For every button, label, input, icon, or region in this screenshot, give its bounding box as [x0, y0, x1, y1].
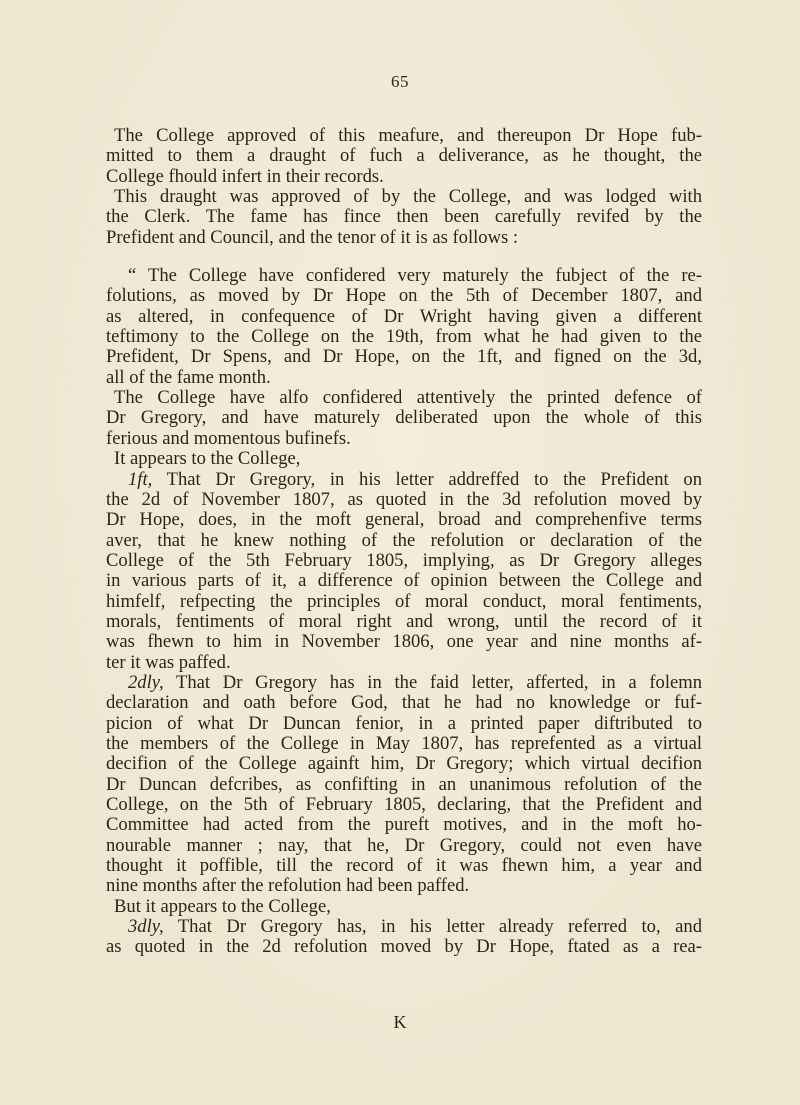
- text-line: aver, that he knew nothing of the refolution or declaration of the: [106, 529, 702, 551]
- text-line: Committee had acted from the pureft motives, and in the moft ho-: [106, 814, 702, 836]
- text-line: morals, fentiments of moral right and wrong, until the record of it: [106, 610, 702, 632]
- text-line: It appears to the College,: [114, 448, 301, 470]
- text-line: folutions, as moved by Dr Hope on the 5th of December 1807, and: [106, 285, 702, 307]
- ordinal-lead: 2dly,: [128, 671, 164, 693]
- text-line: decifion of the College againft him, Dr Gregory; which virtual decifion: [106, 753, 702, 775]
- text-line: teftimony to the College on the 19th, from what he had given to the: [106, 326, 702, 348]
- page-body: [106, 126, 702, 958]
- text-line: The College approved of this meafure, and thereupon Dr Hope fub-: [114, 125, 702, 146]
- text-line: the Clerk. The fame has fince then been carefully revifed by the: [106, 206, 702, 228]
- paragraph: [106, 470, 702, 673]
- page-number: 65: [391, 72, 409, 91]
- paragraph: [106, 673, 702, 897]
- text-line: as altered, in confequence of Dr Wright having given a different: [106, 305, 702, 327]
- text-line: [106, 673, 702, 693]
- text-line: The College have alfo confidered attentively the printed defence of: [114, 387, 702, 409]
- text-line: mitted to them a draught of fuch a deliverance, as he thought, the: [106, 145, 702, 167]
- paragraph: [106, 449, 702, 469]
- text-line: the members of the College in May 1807, has reprefented as a virtual: [106, 732, 702, 754]
- text-line: picion of what Dr Duncan fenior, in a printed paper diftributed to: [106, 712, 702, 734]
- paragraph: [106, 126, 702, 187]
- text-segment: That Dr Gregory has, in his letter already referred to, and: [163, 916, 702, 938]
- text-line: Prefident, Dr Spens, and Dr Hope, on the 1ft, and figned on the 3d,: [106, 346, 702, 368]
- ordinal-lead: 1ft,: [128, 468, 153, 490]
- text-line: College fhould infert in their records.: [106, 165, 384, 187]
- text-line: Prefident and Council, and the tenor of it is as follows :: [106, 226, 519, 248]
- text-line: ferious and momentous bufinefs.: [106, 427, 351, 449]
- text-segment: That Dr Gregory, in his letter addreffed to the Prefident on: [152, 468, 702, 490]
- text-line: was fhewn to him in November 1806, one year and nine months af-: [106, 631, 702, 653]
- text-line: nine months after the refolution had been paffed.: [106, 875, 470, 897]
- text-line: declaration and oath before God, that he had no knowledge or fuf-: [106, 692, 702, 714]
- text-line: This draught was approved of by the College, and was lodged with: [114, 186, 702, 208]
- text-line: as quoted in the 2d refolution moved by Dr Hope, ftated as a rea-: [106, 936, 702, 958]
- paragraph: [106, 897, 702, 917]
- paragraph: [106, 266, 702, 388]
- text-line: [106, 917, 702, 937]
- text-line: But it appears to the College,: [114, 895, 331, 917]
- text-line: thought it poffible, till the record of it was fhewn him, a year and: [106, 855, 702, 877]
- text-line: all of the fame month.: [106, 366, 271, 388]
- text-line: [106, 470, 702, 490]
- text-line: “ The College have confidered very maturely the fubject of the re-: [128, 265, 702, 287]
- text-segment: That Dr Gregory has in the faid letter, afferted, in a folemn: [163, 671, 702, 693]
- text-line: Dr Hope, does, in the moft general, broad and comprehenfive terms: [106, 509, 702, 531]
- signature-mark: K: [393, 1012, 407, 1032]
- ordinal-lead: 3dly,: [128, 916, 164, 938]
- paragraph: [106, 917, 702, 958]
- paragraph: [106, 388, 702, 449]
- text-line: Dr Gregory, and have maturely deliberated upon the whole of this: [106, 407, 702, 429]
- text-line: the 2d of November 1807, as quoted in the 3d refolution moved by: [106, 488, 702, 510]
- text-line: nourable manner ; nay, that he, Dr Gregory, could not even have: [106, 834, 702, 856]
- paragraph: [106, 187, 702, 248]
- text-line: College of the 5th February 1805, implying, as Dr Gregory alleges: [106, 549, 702, 571]
- text-line: Dr Duncan defcribes, as confifting in an unanimous refolution of the: [106, 773, 702, 795]
- text-line: ter it was paffed.: [106, 651, 231, 673]
- text-line: himfelf, refpecting the principles of moral conduct, moral fentiments,: [106, 590, 702, 612]
- text-line: College, on the 5th of February 1805, declaring, that the Prefident and: [106, 794, 702, 815]
- text-line: in various parts of it, a difference of opinion between the College and: [106, 570, 702, 592]
